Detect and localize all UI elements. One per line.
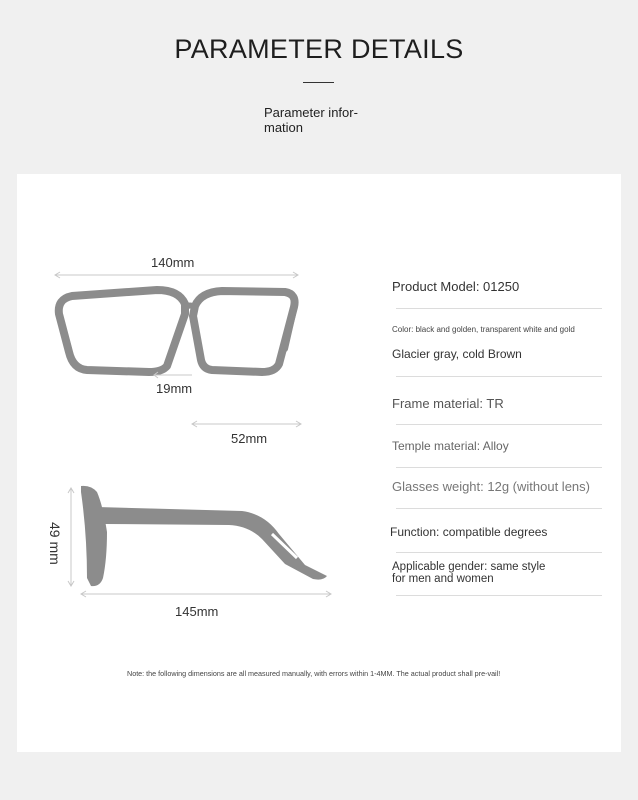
title-divider bbox=[303, 82, 334, 83]
spec-color-extra: Glacier gray, cold Brown bbox=[392, 347, 522, 361]
spec-function: Function: compatible degrees bbox=[390, 525, 548, 539]
spec-divider bbox=[396, 424, 602, 425]
temple-length-label: 145mm bbox=[175, 604, 219, 619]
spec-divider bbox=[396, 508, 602, 509]
spec-applicable-gender: Applicable gender: same style for men and women bbox=[392, 561, 546, 585]
glasses-front-view bbox=[59, 290, 295, 372]
lens-width-label: 52mm bbox=[231, 431, 268, 446]
glasses-diagram bbox=[17, 174, 621, 752]
spec-divider bbox=[396, 552, 602, 553]
spec-frame-material: Frame material: TR bbox=[392, 396, 504, 411]
bridge-width-label: 19mm bbox=[156, 381, 193, 396]
lens-width-dimension-line bbox=[192, 421, 301, 427]
spec-divider bbox=[396, 467, 602, 468]
spec-glasses-weight: Glasses weight: 12g (without lens) bbox=[392, 479, 590, 494]
spec-color: Color: black and golden, transparent white and gold bbox=[392, 325, 575, 334]
page-title: PARAMETER DETAILS bbox=[174, 34, 464, 64]
spec-divider bbox=[396, 595, 602, 596]
total-width-dimension-line bbox=[55, 272, 298, 278]
spec-divider bbox=[396, 308, 602, 309]
temple-length-dimension-line bbox=[81, 591, 331, 597]
spec-product-model: Product Model: 01250 bbox=[392, 279, 520, 294]
total-width-label: 140mm bbox=[151, 255, 195, 270]
measurement-note: Note: the following dimensions are all measured manually, with errors within 1-4MM. The actual product shall pre-vail! bbox=[127, 669, 501, 678]
spec-divider bbox=[396, 376, 602, 377]
glasses-side-view bbox=[81, 486, 327, 586]
parameter-card bbox=[17, 174, 621, 752]
section-subtitle: Parameter infor-mation bbox=[264, 105, 358, 135]
lens-height-dimension-line bbox=[68, 488, 74, 586]
spec-temple-material: Temple material: Alloy bbox=[392, 439, 509, 453]
lens-height-label: 49 mm bbox=[47, 522, 63, 565]
